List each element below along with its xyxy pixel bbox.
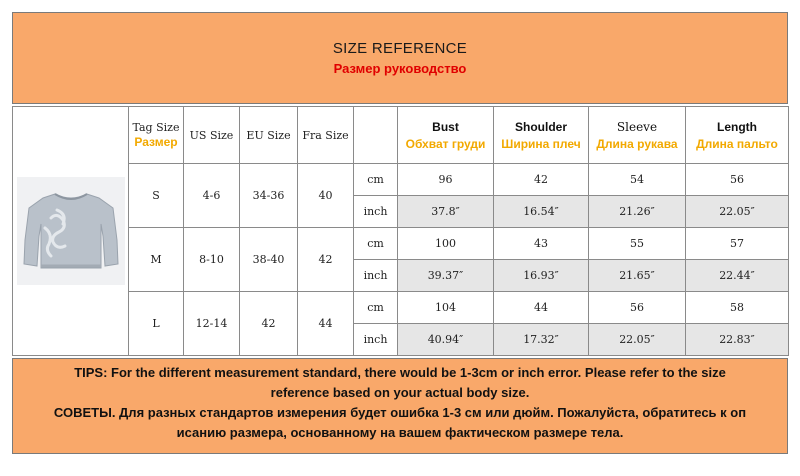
size-table — [12, 106, 789, 356]
us-size-cell: 4-6 — [184, 164, 240, 228]
sleeve-cell: 21.26″ — [589, 196, 686, 228]
product-photo-cell — [13, 107, 129, 356]
tips-banner — [12, 358, 788, 454]
eu-size-cell: 38-40 — [240, 228, 298, 292]
tips-text-ru-line1: СОВЕТЫ. Для разных стандартов измерения будет ошибка 1-3 см или дюйм. Пожалуйста, обратитесь к оп — [53, 405, 747, 420]
grey-sweater-product-photo — [17, 177, 125, 285]
col-header-bust: Bust Обхват груди — [398, 107, 494, 164]
size-chart — [10, 10, 788, 468]
unit-cell: cm — [354, 228, 398, 260]
bust-cell: 96 — [398, 164, 494, 196]
shoulder-cell: 43 — [494, 228, 589, 260]
page-subtitle-ru: Размер руководство — [333, 61, 467, 76]
sleeve-cell: 21.65″ — [589, 260, 686, 292]
unit-cell: cm — [354, 292, 398, 324]
unit-cell: inch — [354, 196, 398, 228]
size-reference-banner — [12, 12, 788, 104]
table-row — [13, 164, 789, 196]
length-cell: 57 — [686, 228, 789, 260]
fra-size-cell: 44 — [298, 292, 354, 356]
sleeve-cell: 55 — [589, 228, 686, 260]
length-cell: 22.44″ — [686, 260, 789, 292]
unit-cell: cm — [354, 164, 398, 196]
shoulder-cell: 44 — [494, 292, 589, 324]
col-header-length: Length Длина пальто — [686, 107, 789, 164]
col-header-fra-size: Fra Size — [298, 107, 354, 164]
col-header-eu-size: EU Size — [240, 107, 298, 164]
col-header-shoulder: Shoulder Ширина плеч — [494, 107, 589, 164]
sweater-icon — [21, 188, 121, 274]
shoulder-cell: 16.54″ — [494, 196, 589, 228]
sleeve-cell: 22.05″ — [589, 324, 686, 356]
us-size-cell: 8-10 — [184, 228, 240, 292]
length-cell: 22.05″ — [686, 196, 789, 228]
shoulder-cell: 16.93″ — [494, 260, 589, 292]
eu-size-cell: 34-36 — [240, 164, 298, 228]
bust-cell: 40.94″ — [398, 324, 494, 356]
length-cell: 58 — [686, 292, 789, 324]
sleeve-cell: 54 — [589, 164, 686, 196]
tips-text-en-line2: reference based on your actual body size. — [270, 385, 530, 400]
table-header-row — [13, 107, 789, 164]
bust-cell: 37.8″ — [398, 196, 494, 228]
us-size-cell: 12-14 — [184, 292, 240, 356]
tag-size-cell: L — [129, 292, 184, 356]
length-cell: 56 — [686, 164, 789, 196]
col-header-unit — [354, 107, 398, 164]
col-header-us-size: US Size — [184, 107, 240, 164]
table-row — [13, 292, 789, 324]
shoulder-cell: 42 — [494, 164, 589, 196]
col-header-tag-size: Tag Size Размер — [129, 107, 184, 164]
fra-size-cell: 42 — [298, 228, 354, 292]
unit-cell: inch — [354, 260, 398, 292]
bust-cell: 100 — [398, 228, 494, 260]
bust-cell: 39.37″ — [398, 260, 494, 292]
fra-size-cell: 40 — [298, 164, 354, 228]
unit-cell: inch — [354, 324, 398, 356]
tag-size-cell: M — [129, 228, 184, 292]
tag-size-cell: S — [129, 164, 184, 228]
shoulder-cell: 17.32″ — [494, 324, 589, 356]
length-cell: 22.83″ — [686, 324, 789, 356]
eu-size-cell: 42 — [240, 292, 298, 356]
table-row — [13, 228, 789, 260]
page-title: SIZE REFERENCE — [332, 40, 468, 57]
col-header-sleeve: Sleeve Длина рукава — [589, 107, 686, 164]
bust-cell: 104 — [398, 292, 494, 324]
tips-text-en-line1: TIPS: For the different measurement standard, there would be 1-3cm or inch error. Please refer to the size — [74, 365, 726, 380]
sleeve-cell: 56 — [589, 292, 686, 324]
tips-text-ru-line2: исанию размера, основанному на вашем фактическом размере тела. — [176, 425, 624, 440]
